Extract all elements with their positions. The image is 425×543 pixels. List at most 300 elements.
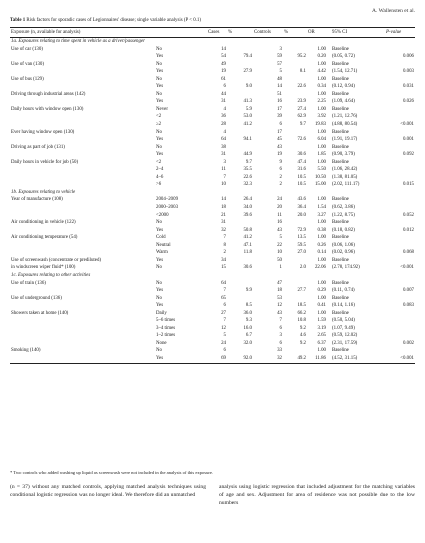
cell-cases-pct: 53.0: [243, 114, 252, 120]
cell-cases-pct: [227, 295, 253, 303]
cell-ci: (0.02, 0.96): [332, 250, 355, 256]
cell-cases: 69: [207, 355, 227, 363]
cell-controls: 43: [277, 310, 282, 316]
running-head: A. Wallensten et al.: [372, 8, 415, 14]
cell-controls: 51: [277, 91, 282, 97]
cell-controls-pct: 72.9: [297, 227, 306, 233]
cell-exposure: [10, 325, 155, 333]
cell-controls: 5: [279, 69, 282, 75]
cell-exposure: Use of screenwash (concentrate or prediluted): [11, 257, 102, 263]
table-row: [10, 76, 415, 84]
cell-controls-pct: 2.0: [299, 265, 306, 271]
cell-cases-pct: 79.4: [243, 54, 252, 60]
cell-exposure: Air conditioning temperature (54): [11, 235, 78, 241]
cell-level: Yes: [156, 137, 164, 143]
cell-controls: 1: [279, 265, 282, 271]
table-row: [10, 310, 415, 318]
cell-cases: 11: [221, 167, 226, 173]
cell-or: 22.06: [314, 265, 326, 271]
cell-ci: Baseline: [332, 91, 349, 97]
table-row: [10, 83, 415, 91]
cell-cases-pct: 16.0: [243, 325, 252, 331]
cell-controls-pct: [283, 257, 307, 265]
cell-controls-pct: [283, 46, 307, 54]
cell-controls: 9: [279, 159, 282, 165]
cell-or: 1.00: [317, 235, 326, 241]
cell-pvalue: [385, 106, 415, 114]
cell-exposure: [10, 212, 155, 220]
cell-or: 3.19: [317, 325, 326, 331]
table-row: [10, 129, 415, 137]
col-header-or: OR: [307, 28, 327, 38]
cell-controls-pct: [283, 129, 307, 137]
cell-pvalue: [385, 280, 415, 288]
cell-cases-pct: 94.1: [243, 137, 252, 143]
cell-cases: 8: [223, 242, 226, 248]
cell-cases-pct: 6.7: [245, 333, 252, 339]
cell-controls-pct: 59.5: [297, 242, 306, 248]
cell-controls-pct: 18.5: [297, 303, 306, 309]
cell-ci: Baseline: [332, 235, 349, 241]
cell-or: 1.59: [317, 318, 326, 324]
cell-cases: 32: [221, 227, 226, 233]
cell-cases-pct: 9.7: [245, 159, 252, 165]
table-row: [10, 136, 415, 144]
cell-cases-pct: [227, 257, 253, 265]
cell-or: 1.00: [317, 220, 326, 226]
cell-pvalue: 0.026: [402, 99, 414, 105]
cell-cases-pct: 47.1: [243, 242, 252, 248]
table-row: [10, 166, 415, 174]
cell-controls: 16: [277, 99, 282, 105]
cell-cases-pct: 44.9: [243, 152, 252, 158]
cell-cases: 14: [221, 46, 226, 52]
cell-pvalue: [385, 129, 415, 137]
cell-exposure: [10, 121, 155, 129]
cell-or: 1.00: [317, 310, 326, 316]
cell-or: 1.00: [317, 257, 326, 263]
cell-controls-pct: 13.5: [297, 235, 306, 241]
cell-controls: 43: [277, 144, 282, 150]
cell-cases: 15: [221, 265, 226, 271]
cell-level: Yes: [156, 288, 164, 294]
cell-controls-pct: [283, 295, 307, 303]
cell-ci: Baseline: [332, 197, 349, 203]
cell-pvalue: [385, 242, 415, 250]
cell-ci: (0.90, 3.79): [332, 152, 355, 158]
cell-pvalue: [385, 332, 415, 340]
cell-controls-pct: 95.2: [297, 54, 306, 60]
cell-exposure: [10, 53, 155, 61]
cell-controls-pct: 23.9: [297, 99, 306, 105]
table-row: [10, 53, 415, 61]
cell-level: 2004–2009: [156, 197, 179, 203]
cell-pvalue: [385, 317, 415, 325]
col-header-pvalue: [385, 28, 415, 38]
cell-exposure: [10, 249, 155, 257]
cell-cases: 24: [221, 340, 226, 346]
cell-controls: 6: [279, 340, 282, 346]
cell-level: Yes: [156, 257, 164, 263]
cell-exposure: Showers taken at home (140): [11, 310, 69, 316]
cell-pvalue: [385, 325, 415, 333]
cell-ci: (4.88, 80.54): [332, 122, 358, 128]
cell-level: No: [156, 144, 162, 150]
cell-exposure: [10, 113, 155, 121]
table-row: [10, 151, 415, 159]
cell-controls: 59: [277, 54, 282, 60]
cell-cases-pct: 27.9: [243, 69, 252, 75]
cell-controls: 47: [277, 280, 282, 286]
cell-level: No: [156, 280, 162, 286]
table-row: [10, 287, 415, 295]
cell-or: 6.04: [317, 137, 326, 143]
cell-cases: 10: [221, 182, 226, 188]
cell-ci: (1.21, 12.76): [332, 114, 358, 120]
body-text-right: analysis using logistic regression that included adjustment for the matching variables of age and sex. Adjustment for area of residence was not possible due to the low numbers: [219, 484, 415, 506]
table-label: Table 1: [10, 18, 26, 23]
cell-cases-pct: 22.6: [243, 174, 252, 180]
cell-or: 1.00: [317, 197, 326, 203]
cell-cases: 2: [223, 250, 226, 256]
cell-exposure: [10, 166, 155, 174]
cell-pvalue: [385, 196, 415, 204]
cell-cases-pct: 36.0: [243, 310, 252, 316]
pvalue-header-text: P-value: [386, 29, 402, 35]
cell-cases: 61: [221, 76, 226, 82]
table-row: [10, 113, 415, 121]
cell-exposure: Daily hours with window open (130): [11, 106, 84, 112]
cell-exposure: Driving through industrial areas (142): [11, 91, 86, 97]
cell-or: 1.00: [317, 61, 326, 67]
cell-ci: Baseline: [332, 106, 349, 112]
cell-controls-pct: [283, 347, 307, 355]
cell-or: 0.34: [317, 84, 326, 90]
cell-exposure: Use of car (130): [11, 46, 43, 52]
cell-pvalue: 0.007: [402, 288, 414, 294]
table-row: [10, 91, 415, 99]
section-row: [10, 38, 415, 46]
cell-controls-pct: 43.6: [297, 197, 306, 203]
cell-ci: (2.02, 111.17): [332, 182, 360, 188]
cell-or: 11.86: [307, 355, 327, 363]
cell-ci: (2.31, 17.59): [332, 340, 358, 346]
cell-controls-pct: 9.2: [299, 325, 306, 331]
cell-or: 4.42: [317, 69, 326, 75]
cell-cases: 14: [221, 197, 226, 203]
cell-cases-pct: [227, 91, 253, 99]
cell-exposure: [10, 332, 155, 340]
cell-ci: Baseline: [332, 61, 349, 67]
cell-cases-pct: 30.6: [243, 265, 252, 271]
cell-exposure: [10, 83, 155, 91]
cell-level: No: [156, 61, 162, 67]
cell-pvalue: [385, 46, 415, 54]
cell-cases: 7: [223, 318, 226, 324]
cell-or: 0.20: [317, 54, 326, 60]
cell-pvalue: [385, 174, 415, 182]
col-header-controls-pct: %: [283, 28, 307, 38]
cell-cases-pct: 35.5: [243, 167, 252, 173]
table-row: [10, 212, 415, 220]
cell-cases: 64: [221, 137, 226, 143]
cell-or: 0.38: [317, 227, 326, 233]
cell-controls: 12: [277, 303, 282, 309]
cell-exposure: Use of bus (129): [11, 76, 44, 82]
cell-level: Neutral: [156, 242, 171, 248]
cell-cases-pct: 41.2: [243, 235, 252, 241]
cell-pvalue: [385, 76, 415, 84]
cell-or: 5.50: [317, 167, 326, 173]
cell-cases: 36: [221, 114, 226, 120]
cell-level: Yes: [156, 54, 164, 60]
col-header-level: [155, 28, 207, 38]
cell-level: 5–6 times: [156, 318, 176, 324]
cell-cases-pct: 32.3: [243, 182, 252, 188]
cell-controls: 45: [277, 137, 282, 143]
cell-controls: 3: [279, 46, 282, 52]
cell-level: 3–4 times: [156, 325, 176, 331]
table-row: [10, 295, 415, 303]
cell-cases-pct: [227, 219, 253, 227]
cell-ci: (1.06, 28.42): [332, 167, 358, 173]
cell-pvalue: 0.092: [402, 152, 414, 158]
cell-level: No: [156, 348, 162, 354]
cell-ci: (0.12, 0.94): [332, 84, 355, 90]
cell-ci: Baseline: [332, 295, 349, 301]
cell-or: 1.00: [317, 348, 326, 354]
cell-ci: (0.05, 0.72): [332, 54, 355, 60]
cell-controls: 5: [279, 235, 282, 241]
cell-or: 1.00: [317, 159, 326, 165]
cell-controls: 39: [277, 114, 282, 120]
cell-exposure: [10, 340, 155, 348]
cell-pvalue: 0.068: [402, 250, 414, 256]
cell-ci: (0.59, 12.02): [332, 333, 358, 339]
cell-ci: Baseline: [332, 159, 349, 165]
cell-level: Daily: [156, 310, 167, 316]
table-row: [10, 144, 415, 152]
table-row: [10, 98, 415, 106]
cell-controls-pct: 10.5: [297, 182, 306, 188]
cell-controls-pct: [283, 280, 307, 288]
cell-or: 1.54: [317, 205, 326, 211]
cell-pvalue: [385, 234, 415, 242]
cell-ci: (0.06, 1.06): [332, 242, 355, 248]
table-row: [10, 264, 415, 272]
cell-controls: 17: [277, 106, 282, 112]
cell-cases: 7: [223, 235, 226, 241]
cell-controls-pct: 9.7: [299, 122, 306, 128]
cell-cases: 4: [223, 129, 226, 135]
table-caption: [10, 18, 415, 24]
cell-exposure: [10, 181, 155, 189]
cell-exposure: Air conditioning in vehicle (122): [11, 220, 76, 226]
cell-level: No: [156, 129, 162, 135]
cell-ci: Baseline: [332, 46, 349, 52]
cell-ci: (0.62, 3.86): [332, 205, 355, 211]
table-row: [10, 317, 415, 325]
cell-cases-pct: [227, 144, 253, 152]
cell-controls-pct: 27.7: [297, 288, 306, 294]
cell-level: No: [156, 220, 162, 226]
cell-cases-pct: 26.4: [243, 197, 252, 203]
cell-exposure: [10, 317, 155, 325]
cell-controls-pct: 27.0: [297, 250, 306, 256]
cell-controls: 18: [277, 288, 282, 294]
cell-exposure: Driving as part of job (131): [11, 144, 65, 150]
cell-or: 1.00: [317, 295, 326, 301]
cell-cases: 54: [221, 54, 226, 60]
cell-exposure: [10, 68, 155, 76]
cell-level: Yes: [156, 303, 164, 309]
cell-level: Never: [156, 106, 168, 112]
cell-cases-pct: 39.6: [243, 212, 252, 218]
cell-cases-pct: [227, 61, 253, 69]
cell-cases: 12: [221, 325, 226, 331]
table-row: [10, 227, 415, 235]
cell-exposure: [10, 174, 155, 182]
cell-or: 0.29: [317, 288, 326, 294]
cell-controls-pct: 22.6: [297, 84, 306, 90]
cell-level: <2: [156, 159, 162, 165]
cell-exposure: [10, 204, 155, 212]
cell-pvalue: [385, 295, 415, 303]
cell-ci: (1.09, 4.64): [332, 99, 355, 105]
cell-cases: 34: [221, 257, 226, 263]
cell-pvalue: <0.001: [400, 265, 414, 271]
cell-cases: 4: [223, 106, 226, 112]
cell-cases: 65: [221, 295, 226, 301]
cell-cases: 28: [221, 122, 226, 128]
section-row: [10, 272, 415, 280]
cell-level: No: [156, 295, 162, 301]
cell-cases: 49: [221, 61, 226, 67]
cell-controls: 48: [277, 76, 282, 82]
cell-cases: 31: [221, 152, 226, 158]
cell-ci: Baseline: [332, 76, 349, 82]
cell-pvalue: 0.003: [402, 69, 414, 75]
section-heading: 1b. Exposures relating to vehicle: [11, 189, 76, 195]
cell-controls-pct: 36.4: [297, 205, 306, 211]
cell-controls: 32: [253, 355, 283, 363]
cell-or: 0.26: [317, 242, 326, 248]
cell-ci: (0.50, 5.04): [332, 318, 355, 324]
cell-controls: 6: [279, 122, 282, 128]
table-row: [10, 61, 415, 69]
cell-cases-pct: 9.9: [245, 288, 252, 294]
cell-or: 2.25: [317, 99, 326, 105]
cell-level: <2000: [156, 212, 169, 218]
cell-controls-pct: 4.6: [299, 333, 306, 339]
cell-pvalue: <0.001: [385, 355, 415, 363]
table-row: [10, 355, 415, 363]
cell-pvalue: [385, 166, 415, 174]
cell-exposure: [10, 227, 155, 235]
cell-cases: 31: [221, 220, 226, 226]
table-row: [10, 219, 415, 227]
cell-cases: 18: [221, 205, 226, 211]
cell-or: 0.41: [317, 303, 326, 309]
table-row: [10, 347, 415, 355]
cell-cases-pct: 41.2: [243, 122, 252, 128]
cell-controls: 10: [277, 250, 282, 256]
cell-cases: 7: [223, 174, 226, 180]
cell-cases: 21: [221, 212, 226, 218]
cell-ci: (0.18, 0.82): [332, 227, 355, 233]
cell-cases-pct: 34.0: [243, 205, 252, 211]
cell-pvalue: 0.031: [402, 84, 414, 90]
cell-exposure: [10, 242, 155, 250]
table-row: [10, 249, 415, 257]
cell-controls-pct: 62.9: [297, 114, 306, 120]
cell-controls: 14: [277, 84, 282, 90]
table-row: [10, 174, 415, 182]
table-footnote: * Two controls who added washing up liquid as screenwash were not included in the analysis of this exposure.: [10, 470, 214, 475]
cell-level: No: [156, 46, 162, 52]
cell-or: 6.37: [317, 340, 326, 346]
cell-cases: 44: [221, 91, 226, 97]
cell-cases: 38: [221, 144, 226, 150]
cell-level: 4–6: [156, 174, 164, 180]
cell-controls: 7: [279, 318, 282, 324]
cell-level: <2: [156, 114, 162, 120]
cell-level: No: [156, 91, 162, 97]
cell-cases: 6: [223, 303, 226, 309]
cell-cases-pct: 9.3: [245, 318, 252, 324]
cell-level: Yes: [156, 227, 164, 233]
cell-pvalue: 0.052: [402, 212, 414, 218]
cell-level: Yes: [156, 84, 164, 90]
cell-cases-pct: 8.5: [245, 303, 252, 309]
cell-controls-pct: 8.1: [299, 69, 306, 75]
cell-controls-pct: 72.6: [297, 137, 306, 143]
cell-exposure: Use of underground (136): [11, 295, 62, 301]
cell-level: Yes: [156, 152, 164, 158]
table-row: [10, 234, 415, 242]
cell-cases-pct: [227, 76, 253, 84]
cell-level: 2000–2003: [156, 205, 179, 211]
cell-pvalue: [385, 219, 415, 227]
cell-or: 1.00: [317, 280, 326, 286]
table-body: [10, 38, 415, 364]
cell-exposure: Year of manufacture (108): [11, 197, 63, 203]
cell-controls-pct: [283, 144, 307, 152]
cell-level: ≥2: [156, 122, 162, 128]
cell-cases: 19: [221, 69, 226, 75]
cell-controls-pct: [283, 76, 307, 84]
cell-cases: 31: [221, 99, 226, 105]
cell-controls-pct: 27.4: [297, 106, 306, 112]
cell-cases: 64: [221, 280, 226, 286]
cell-or: 1.00: [317, 144, 326, 150]
cell-controls: 17: [277, 129, 282, 135]
cell-controls: 2: [279, 174, 282, 180]
cell-level: >6: [156, 182, 162, 188]
cell-cases: 7: [223, 288, 226, 294]
cell-exposure: [10, 136, 155, 144]
cell-controls-pct: 9.2: [299, 340, 306, 346]
cell-or: 3.27: [317, 212, 326, 218]
cell-cases-pct: 92.0: [227, 355, 253, 363]
cell-ci: (0.11, 0.74): [332, 288, 355, 294]
cell-ci: (1.38, 81.05): [332, 174, 358, 180]
table-row: [10, 340, 415, 348]
risk-factor-table: [10, 27, 415, 364]
cell-level: Cold: [156, 235, 166, 241]
cell-exposure: in windscreen wiper fluid* (100): [11, 265, 76, 271]
cell-ci: Baseline: [332, 310, 349, 316]
